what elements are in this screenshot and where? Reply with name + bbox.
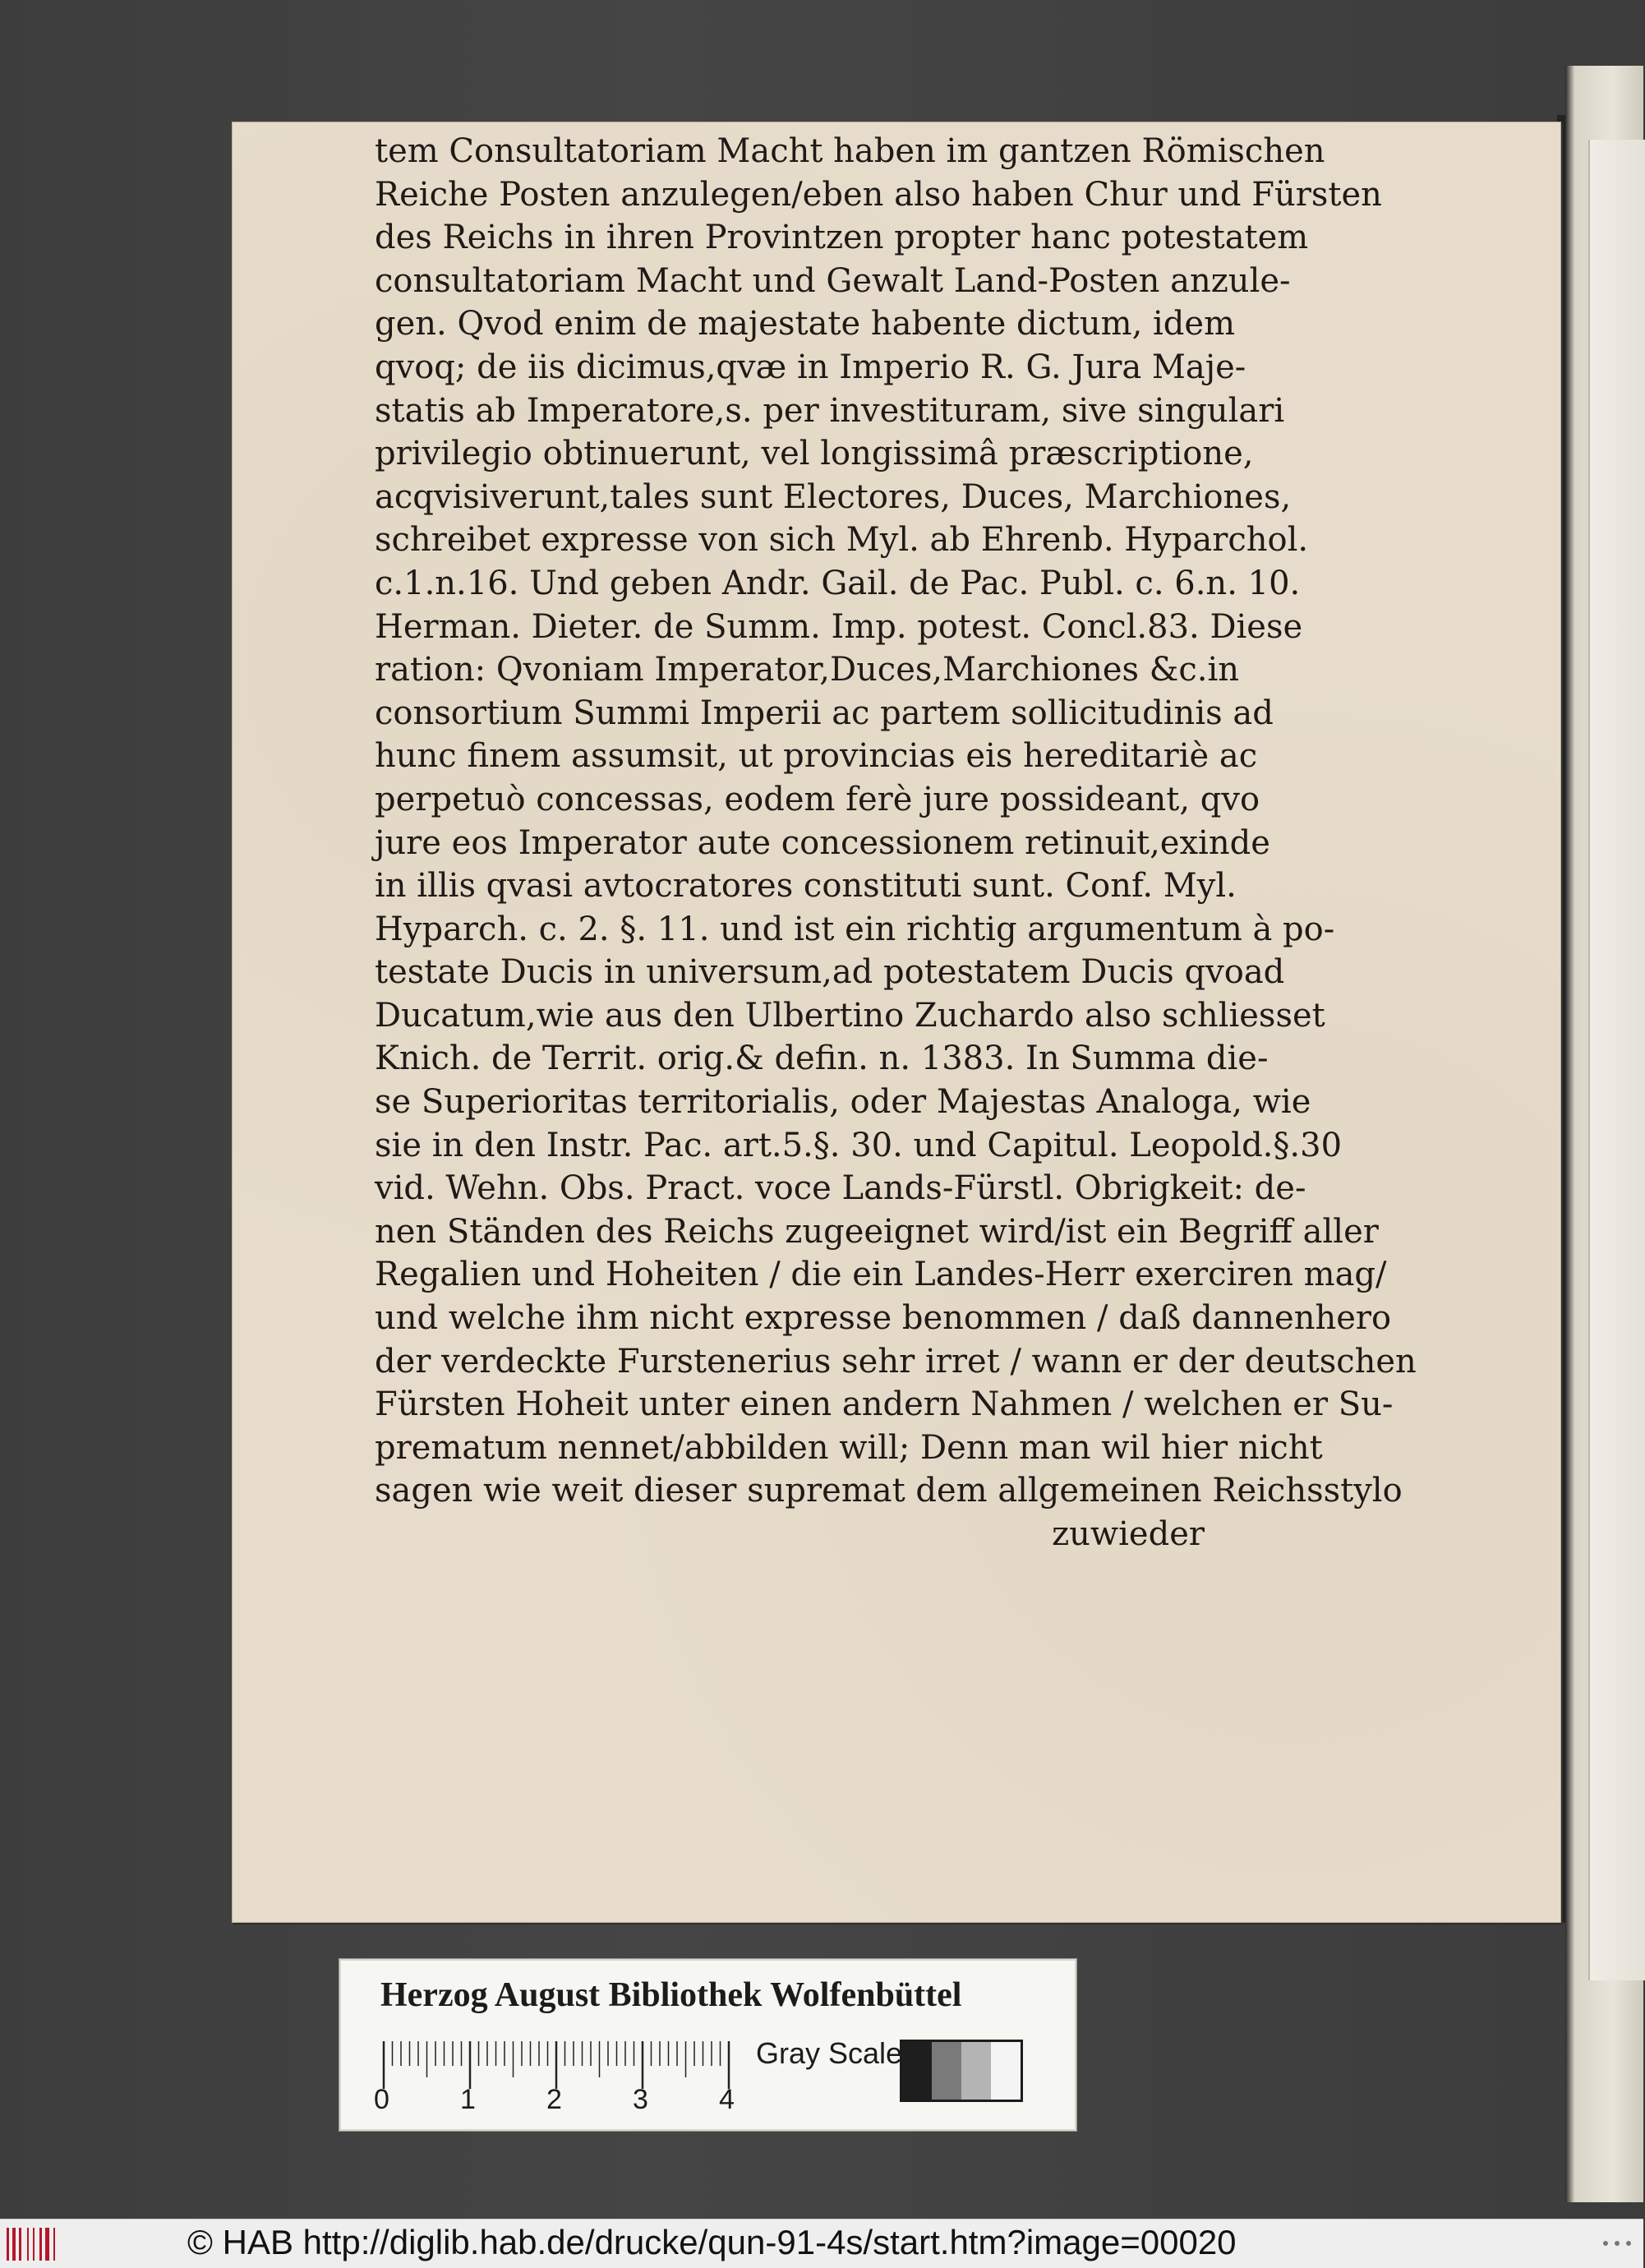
text-line: nen Ständen des Reichs zugeeignet wird/ist ein Begriff aller [375,1212,1379,1251]
page-text [375,130,1417,1556]
text-line: Fürsten Hoheit unter einen andern Nahmen / welchen er Su- [375,1385,1394,1424]
ruler-digit: 1 [460,2084,476,2115]
text-line: perpetuò concessas, eodem ferè jure possideant, qvo [375,780,1260,818]
text-line: qvoq; de iis dicimus,qvæ in Imperio R. G. Jura Maje- [375,348,1246,386]
text-line: privilegio obtinuerunt, vel longissimâ præscriptione, [375,435,1254,473]
barcode-bar [33,2228,35,2261]
text-line: Reiche Posten anzulegen/eben also haben Chur und Fürsten [375,175,1382,214]
ruler-scale [382,2041,735,2091]
text-line: Hyparch. c. 2. §. 11. und ist ein richtig argumentum à po- [375,910,1335,948]
text-line: c.1.n.16. Und geben Andr. Gail. de Pac. Publ. c. 6.n. 10. [375,564,1301,602]
barcode-bar [7,2228,9,2261]
text-line: sie in den Instr. Pac. art.5.§. 30. und Capitul. Leopold.§.30 [375,1126,1343,1164]
text-line: prematum nennet/abbilden will; Denn man wil hier nicht [375,1428,1323,1467]
text-line: tem Consultatoriam Macht haben im gantzen Römischen [375,132,1325,170]
text-line: consultatoriam Macht und Gewalt Land-Posten anzule- [375,261,1291,300]
text-line: acqvisiverunt,tales sunt Electores, Duces, Marchiones, [375,477,1292,516]
ruler-digit: 0 [374,2084,389,2115]
text-line: Knich. de Territ. orig.& defin. n. 1383. In Summa die- [375,1040,1269,1078]
text-line: in illis qvasi avtocratores constituti sunt. Conf. Myl. [375,867,1237,906]
ruler-digit: 2 [546,2084,562,2115]
text-line: ration: Qvoniam Imperator,Duces,Marchiones &c.in [375,651,1240,689]
text-line: und welche ihm nicht expresse benommen / daß dannenhero [375,1299,1392,1338]
barcode-logo-icon [5,2226,69,2262]
text-line: gen. Qvod enim de majestate habente dictum, idem [375,305,1235,343]
text-line: testate Ducis in universum,ad potestatem Ducis qvoad [375,953,1285,992]
barcode-bar [45,2228,49,2261]
catchword: zuwieder [1052,1515,1205,1553]
text-line: Herman. Dieter. de Summ. Imp. potest. Concl.83. Diese [375,607,1303,646]
library-title: Herzog August Bibliothek Wolfenbüttel [380,1976,962,2014]
color-scale-card [339,1959,1076,2131]
gray-scale-label: Gray Scale [756,2036,903,2070]
ruler-digit: 3 [633,2084,648,2115]
barcode-bar [12,2228,16,2261]
text-line: jure eos Imperator aute concessionem retinuit,exinde [375,823,1270,862]
text-line: Ducatum,wie aus den Ulbertino Zuchardo also schliesset [375,996,1325,1035]
barcode-bar [53,2228,55,2261]
text-line: hunc finem assumsit, ut provincias eis hereditariè ac [375,737,1258,776]
gray-swatch [932,2042,961,2100]
barcode-bar [39,2228,42,2261]
ruler-digit: 4 [719,2084,735,2115]
text-line: Regalien und Hoheiten / die ein Landes-Herr exerciren mag/ [375,1256,1387,1294]
viewer-footer [0,2219,1643,2268]
more-dots-icon[interactable] [1601,2238,1633,2249]
text-line: consortium Summi Imperii ac partem sollicitudinis ad [375,694,1274,732]
gray-swatch [961,2042,991,2100]
copyright-url[interactable]: © HAB http://diglib.hab.de/drucke/qun-91-4s/start.htm?image=00020 [187,2223,1237,2261]
gray-scale-swatches [900,2040,1023,2102]
text-line: des Reichs in ihren Provintzen propter hanc potestatem [375,219,1309,257]
barcode-bar [19,2228,21,2261]
text-line: vid. Wehn. Obs. Pract. voce Lands-Fürstl. Obrigkeit: de- [375,1169,1306,1208]
barcode-bar [27,2228,29,2261]
text-line: statis ab Imperatore,s. per investituram, sive singulari [375,391,1285,430]
gray-swatch [991,2042,1021,2100]
gray-swatch [902,2042,932,2100]
facing-page-edge [1565,66,1643,2202]
text-line: schreibet expresse von sich Myl. ab Ehrenb. Hyparchol. [375,521,1309,560]
text-line: sagen wie weit dieser supremat dem allgemeinen Reichsstylo [375,1472,1403,1510]
text-line: der verdeckte Furstenerius sehr irret / wann er der deutschen [375,1342,1417,1381]
text-line: se Superioritas territorialis, oder Majestas Analoga, wie [375,1083,1311,1122]
